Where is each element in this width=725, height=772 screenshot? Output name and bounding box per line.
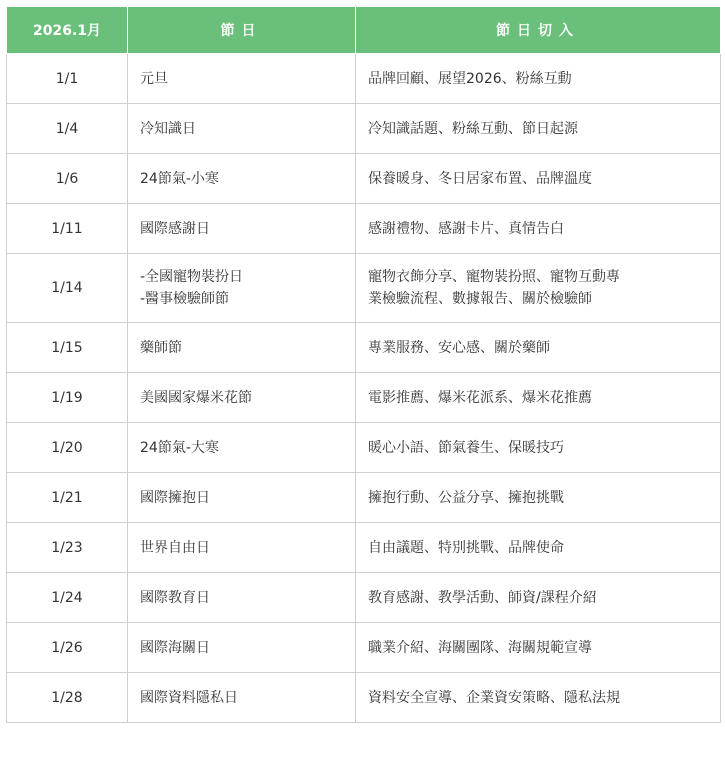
holiday-text: -全國寵物裝扮日: [140, 269, 244, 285]
holiday-text: 國際感謝日: [140, 220, 210, 237]
holiday-cell: [128, 573, 356, 623]
table-row: [7, 104, 721, 154]
table-row: [7, 254, 721, 323]
date-cell: 1/26: [7, 623, 128, 673]
table-row: [7, 423, 721, 473]
holiday-text: 世界自由日: [140, 539, 210, 556]
angle-text: 暖心小語、節氣養生、保暖技巧: [368, 439, 564, 456]
date-cell: 1/15: [7, 323, 128, 373]
angle-text: 擁抱行動、公益分享、擁抱挑戰: [368, 489, 564, 506]
holiday-text: 國際擁抱日: [140, 489, 210, 506]
date-cell: 1/23: [7, 523, 128, 573]
holiday-text: 國際海關日: [140, 639, 210, 656]
holiday-text: 24節氣-小寒: [140, 170, 219, 187]
holiday-text: 藥師節: [140, 339, 182, 356]
angle-text: 資料安全宣導、企業資安策略、隱私法規: [368, 689, 620, 706]
angle-cell: [356, 373, 721, 423]
table-row: [7, 473, 721, 523]
holiday-text: 元旦: [140, 70, 168, 87]
table-row: [7, 54, 721, 104]
angle-cell: [356, 323, 721, 373]
holiday-cell: [128, 423, 356, 473]
holiday-cell: [128, 54, 356, 104]
angle-cell: [356, 473, 721, 523]
table-row: [7, 204, 721, 254]
table-body: [7, 54, 721, 723]
angle-text: 電影推薦、爆米花派系、爆米花推薦: [368, 389, 592, 406]
angle-text: 保養暖身、冬日居家布置、品牌溫度: [368, 170, 592, 187]
header-holiday: 節日: [128, 7, 356, 54]
header-row: [7, 7, 721, 54]
holiday-text: 冷知識日: [140, 120, 196, 137]
holiday-cell: [128, 373, 356, 423]
date-cell: 1/1: [7, 54, 128, 104]
angle-cell: [356, 204, 721, 254]
angle-cell: [356, 154, 721, 204]
angle-text: 職業介紹、海關團隊、海關規範宣導: [368, 639, 592, 656]
table-row: [7, 323, 721, 373]
angle-cell: [356, 254, 721, 323]
date-cell: 1/28: [7, 673, 128, 723]
angle-cell: [356, 573, 721, 623]
date-cell: 1/21: [7, 473, 128, 523]
angle-cell: [356, 423, 721, 473]
holiday-cell: [128, 104, 356, 154]
holiday-text: -醫事檢驗師節: [140, 291, 230, 307]
holiday-cell: [128, 523, 356, 573]
angle-cell: [356, 623, 721, 673]
date-cell: 1/6: [7, 154, 128, 204]
date-cell: 1/19: [7, 373, 128, 423]
angle-text: 業檢驗流程、數據報告、關於檢驗師: [368, 291, 592, 307]
holiday-calendar: [6, 6, 721, 723]
date-cell: 1/14: [7, 254, 128, 323]
holiday-table: [6, 6, 721, 723]
table-row: [7, 573, 721, 623]
date-cell: 1/4: [7, 104, 128, 154]
date-cell: 1/20: [7, 423, 128, 473]
angle-text: 教育感謝、教學活動、師資/課程介紹: [368, 589, 597, 606]
holiday-text: 美國國家爆米花節: [140, 389, 252, 406]
angle-text: 專業服務、安心感、關於藥師: [368, 339, 550, 356]
holiday-cell: [128, 623, 356, 673]
holiday-cell: [128, 254, 356, 323]
holiday-text: 24節氣-大寒: [140, 439, 219, 456]
angle-cell: [356, 673, 721, 723]
table-row: [7, 673, 721, 723]
angle-text: 自由議題、特別挑戰、品牌使命: [368, 539, 564, 556]
holiday-cell: [128, 673, 356, 723]
table-row: [7, 623, 721, 673]
angle-text: 品牌回顧、展望2026、粉絲互動: [368, 70, 572, 87]
date-cell: 1/24: [7, 573, 128, 623]
holiday-text: 國際教育日: [140, 589, 210, 606]
holiday-cell: [128, 473, 356, 523]
table-row: [7, 523, 721, 573]
holiday-text: 國際資料隱私日: [140, 689, 238, 706]
holiday-cell: [128, 323, 356, 373]
table-row: [7, 154, 721, 204]
angle-cell: [356, 54, 721, 104]
angle-cell: [356, 523, 721, 573]
holiday-cell: [128, 154, 356, 204]
angle-cell: [356, 104, 721, 154]
holiday-cell: [128, 204, 356, 254]
header-angle: 節日切入: [356, 7, 721, 54]
date-cell: 1/11: [7, 204, 128, 254]
angle-text: 感謝禮物、感謝卡片、真情告白: [368, 220, 564, 237]
angle-text: 冷知識話題、粉絲互動、節日起源: [368, 120, 578, 137]
table-row: [7, 373, 721, 423]
angle-text: 寵物衣飾分享、寵物裝扮照、寵物互動專: [368, 269, 620, 285]
header-date: 2026.1月: [7, 7, 128, 54]
